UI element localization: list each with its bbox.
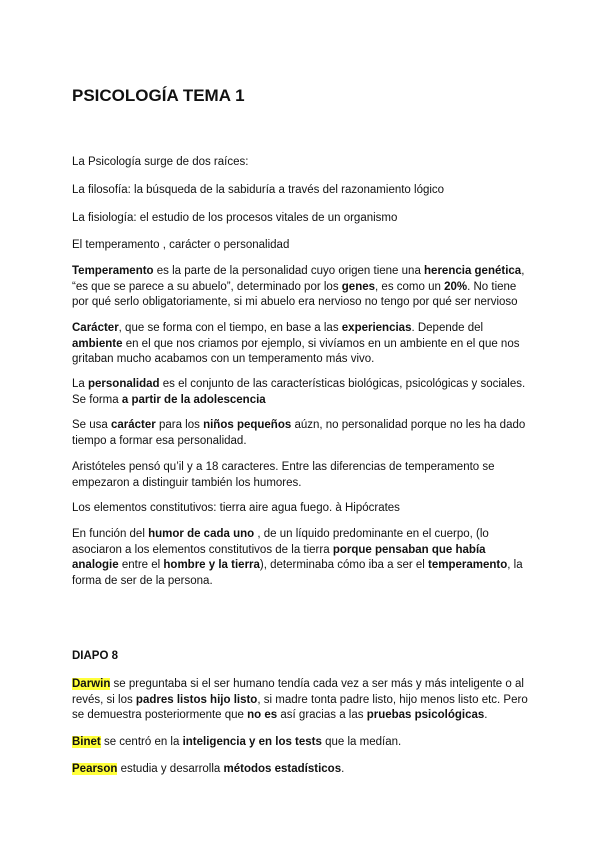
text-span: . Depende del [411,322,484,334]
term-temperamento-humor: temperamento [428,559,508,571]
personalidad-paragraph [72,377,530,408]
text-span: , que se forma con el tiempo, en base a las [118,322,342,334]
text-span: en el que nos criamos por ejemplo, si vivíamos en un ambiente en el que nos gritaban mucho acabamos con un temperamento más vivo. [72,337,520,365]
humor-paragraph [72,527,530,589]
text-span: se centró en la [100,736,183,748]
text-span: estudia y desarrolla [117,763,224,775]
text-span: , la forma de ser de la persona. [72,559,523,587]
term-inteligencia-tests: inteligencia y en los tests [182,736,322,748]
highlight-pearson: Pearson [72,763,118,775]
term-caracter: Carácter [72,322,119,334]
section-title-diapo-8: DIAPO 8 [72,650,119,662]
term-20-percent: 20% [444,280,468,293]
text-span: entre el [118,559,164,571]
text-span: , “es que se parece a su abuelo”, determinado por los [72,265,525,293]
text-span: es el conjunto de las características biológicas, psicológicas y sociales. Se forma [72,378,526,406]
highlight-binet: Binet [72,736,101,748]
text-span: así gracias a las [277,709,367,721]
text-span: se preguntaba si el ser humano tendía cada vez a ser más y más inteligente o al revés, si los [72,678,524,706]
term-herencia-genetica: herencia genética [424,265,522,277]
temperamento-list-paragraph: El temperamento , carácter o personalidad [72,239,290,251]
elementos-paragraph: Los elementos constitutivos: tierra aire agua fuego. à Hipócrates [72,502,400,514]
text-span: aúzn, no personalidad porque no les ha dado tiempo a formar esa personalidad. [72,419,526,447]
caracter-paragraph [72,321,530,368]
term-padres-listos: padres listos hijo listo [135,693,258,706]
term-no-es: no es [247,709,278,721]
aristoteles-paragraph: Aristóteles pensó qu’il y a 18 caracteres. Entre las diferencias de temperamento se empezaron a distinguir también los humores. [72,461,495,489]
term-experiencias: experiencias [341,322,412,334]
text-span: , es como un [375,280,445,293]
text-span: . [484,709,488,721]
filosofia-paragraph: La filosofía: la búsqueda de la sabiduría a través del razonamiento lógico [72,184,445,196]
pearson-paragraph [72,762,530,778]
term-ambiente: ambiente [72,337,123,350]
term-metodos-estadisticos: métodos estadísticos [223,763,342,775]
text-span: , si madre tonta padre listo, hijo menos listo etc. Pero se demuestra posteriormente que [72,693,528,721]
text-span: . [341,763,345,775]
term-temperamento: Temperamento [72,265,154,277]
term-adolescencia: a partir de la adolescencia [121,393,266,406]
term-caracter-ninos: carácter [111,419,156,431]
term-ninos-pequenos: niños pequeños [203,419,292,431]
text-span: , de un líquido predominante en el cuerpo, (lo asociaron a los elementos constitutivos de la tierra [72,528,489,556]
term-pruebas-psicologicas: pruebas psicológicas [366,709,485,721]
text-span: ), determinaba cómo iba a ser el [259,559,429,571]
term-humor: humor de cada uno [148,528,255,540]
text-span: . No tiene por qué serlo obligatoriamente, si mi abuelo era nervioso no tengo por qué ser nervioso [72,280,518,308]
term-personalidad: personalidad [88,378,160,390]
ninos-paragraph [72,418,530,449]
intro-paragraph: La Psicología surge de dos raíces: [72,156,249,168]
term-analogie: porque pensaban que había analogie [72,543,486,571]
text-span: En función del [72,528,149,540]
text-span: Se usa [72,419,111,431]
term-genes: genes [341,280,376,293]
text-span: para los [155,419,204,431]
highlight-darwin: Darwin [72,678,111,690]
document-title: PSICOLOGÍA TEMA 1 [72,86,245,105]
binet-paragraph [72,735,530,751]
darwin-paragraph [72,677,530,724]
fisiologia-paragraph: La fisiología: el estudio de los procesos vitales de un organismo [72,212,398,224]
temperamento-paragraph [72,264,530,311]
text-span: que la medían. [321,736,402,748]
text-span: es la parte de la personalidad cuyo origen tiene una [153,265,425,277]
term-hombre-tierra: hombre y la tierra [163,559,260,571]
text-span: La [72,378,88,390]
